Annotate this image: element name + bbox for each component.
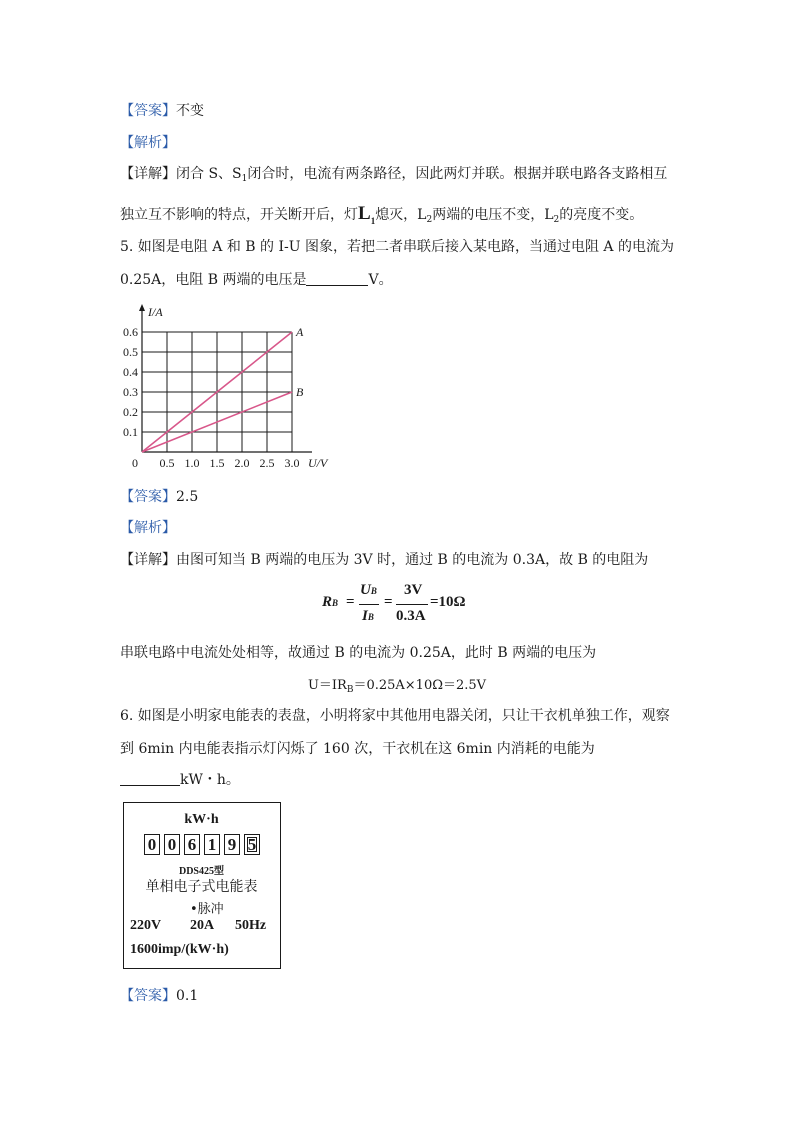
q4-detail-text: 闭合时，电流有两条路径，因此两灯并联。根据并联电路各支路相互 [247,166,668,182]
formula-symbol: U [360,582,371,598]
formula-result: =10Ω [430,594,466,610]
meter-digit [184,834,200,855]
q4-detail-text: 闭合 S、S [176,166,242,182]
x-tick-label: 2.0 [234,456,250,470]
x-tick-label: 0.5 [159,456,175,470]
y-tick-label: 0.4 [123,365,138,379]
q6-answer: 0.1 [176,988,199,1004]
answer-blank [306,271,368,286]
y-tick-label: 0.1 [123,425,138,439]
meter-constant [130,942,229,958]
meter-voltage: 220V [130,918,162,933]
formula-symbol: I [362,608,368,624]
analysis-tag: 【解析】 [120,520,176,536]
meter-digit-value: 0 [167,835,177,854]
q5-answer: 2.5 [176,489,199,505]
q4-answer: 不变 [176,103,204,119]
equals-sign: = [384,594,393,610]
meter-digit-decimal [244,834,260,855]
meter-constant-unit: (kW·h) [185,942,229,957]
formula-text: U＝IR [307,678,347,693]
meter-digit [224,834,240,855]
x-tick-label: 1.5 [209,456,225,470]
y-tick-label: 0.6 [123,325,138,339]
q5-question-line-1: 5. 如图是电阻 A 和 B 的 I-U 图象，若把二者串联后接入某电路，当通过电阻 A 的电流为 [120,239,674,255]
answer-blank [120,771,180,786]
formula-symbol: R [322,594,333,610]
answer-tag: 【答案】 [120,489,176,505]
origin-label: 0 [132,456,138,470]
meter-digit-value: 1 [207,835,217,854]
formula-lhs [322,594,338,611]
meter-model-text: DDS425型 [178,866,224,877]
x-tick-label: 2.5 [259,456,275,470]
analysis-tag: 【解析】 [120,135,176,151]
subscript: B [332,598,339,608]
q6-question-line-1: 6. 如图是小明家电能表的表盘，小明将家中其他用电器关闭，只让干衣机单独工作，观察 [120,708,670,724]
subscript: 2 [553,215,560,225]
subscript: B [346,685,354,695]
y-tick-label: 0.3 [123,385,138,399]
x-axis-label: U/V [308,456,328,470]
meter-name: 单相电子式电能表 [145,879,258,895]
q5-analysis-line [120,518,176,538]
q5-question-text: 0.25A，电阻 B 两端的电压是 [120,272,307,288]
meter-digit [144,834,160,855]
q4-detail-text: 两端的电压不变，L [432,207,554,223]
fraction-bar [359,604,379,605]
formula-text: ＝0.25A×10Ω＝2.5V [353,678,487,693]
q5-question-text: V。 [368,272,393,288]
meter-digit-value: 0 [147,835,157,854]
q4-detail-line-1 [120,164,667,189]
q5-detail-text: 由图可知当 B 两端的电压为 3V 时，通过 B 的电流为 0.3A，故 B 的电阻为 [176,552,649,568]
answer-tag: 【答案】 [120,103,176,119]
x-tick-label: 3.0 [284,456,300,470]
meter-digit [204,834,220,855]
meter-current: 20A [190,918,215,933]
meter-model [124,862,279,877]
meter-frequency: 50Hz [235,918,267,933]
q4-analysis-line [120,133,176,153]
series-label-b: B [296,385,304,399]
q6-question-line-3 [120,770,240,790]
q6-question-line-2: 到 6min 内电能表指示灯闪烁了 160 次，干衣机在这 6min 内消耗的电能为 [120,741,595,757]
q5-detail-line-2: 串联电路中电流处处相等，故通过 B 的电流为 0.25A，此时 B 两端的电压为 [120,645,597,661]
subscript: 2 [426,215,433,225]
q6-answer-line [120,986,198,1006]
detail-tag: 【详解】 [120,166,176,182]
lamp-symbol [358,203,375,224]
q4-detail-text: 的亮度不变。 [559,207,644,223]
q5-question-line-2 [120,270,393,290]
subscript: 1 [370,215,376,226]
fraction-bar [396,604,428,605]
meter-digit [164,834,180,855]
y-axis-label: I/A [148,305,163,319]
q5-detail-line-1 [120,550,648,570]
formula-denominator: 0.3A [396,608,426,624]
subscript: B [370,586,377,596]
formula-denominator [362,608,374,625]
y-axis-arrow [139,304,145,311]
equals-sign: = [346,594,355,610]
meter-digit-value: 9 [227,835,237,854]
subscript: 1 [241,174,248,184]
meter-constant-value: 1600imp/ [130,942,186,957]
energy-meter-panel [123,802,281,969]
q4-detail-text: 熄灭，L [375,207,427,223]
pulse-indicator: •脉冲 [190,902,224,917]
q4-detail-text: 独立互不影响的特点，开关断开后，灯 [120,207,358,223]
y-tick-label: 0.5 [123,345,138,359]
answer-tag: 【答案】 [120,988,176,1004]
meter-unit: kW·h [184,812,219,827]
subscript: B [367,612,374,622]
series-label-a: A [296,325,304,339]
lamp-letter: L [358,203,371,224]
y-tick-label: 0.2 [123,405,138,419]
detail-tag: 【详解】 [120,552,176,568]
x-tick-label: 1.0 [184,456,200,470]
q4-detail-line-2 [120,204,643,231]
meter-digit-value: 6 [187,835,197,854]
voltage-formula [0,676,794,700]
formula-numerator: 3V [404,582,423,598]
meter-digit-value: 5 [247,835,257,854]
formula-numerator [360,582,377,599]
iu-chart [118,300,338,480]
resistance-formula [322,582,482,628]
q6-question-text: kW・h。 [180,772,240,788]
q4-answer-line [120,101,204,121]
q5-answer-line [120,487,198,507]
